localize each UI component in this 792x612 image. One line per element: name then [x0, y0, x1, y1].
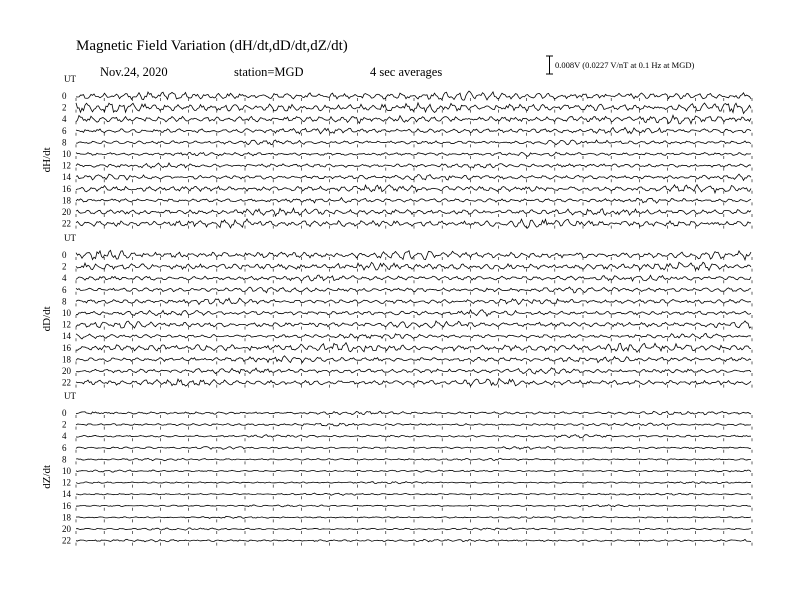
- trace-line: [76, 275, 751, 281]
- panel-axis-label: dZ/dt: [41, 464, 53, 489]
- hour-ticks: [76, 269, 752, 272]
- row-label: 16: [62, 342, 71, 353]
- scale-label: 0.008V (0.0227 V/nT at 0.1 Hz at MGD): [555, 60, 695, 70]
- panel-axis-label: dD/dt: [41, 306, 53, 332]
- hour-ticks: [76, 385, 752, 388]
- hour-ticks: [76, 303, 752, 306]
- hour-ticks: [76, 179, 752, 182]
- hour-ticks: [76, 415, 752, 418]
- row-label: 22: [62, 535, 71, 546]
- hour-ticks: [76, 133, 752, 136]
- row-label: 12: [62, 160, 71, 171]
- trace-line: [76, 356, 751, 363]
- hour-ticks: [76, 327, 752, 330]
- hour-ticks: [76, 496, 752, 499]
- trace-line: [76, 458, 751, 460]
- row-label: 8: [62, 454, 67, 465]
- chart-title: Magnetic Field Variation (dH/dt,dD/dt,dZ/dt): [76, 38, 348, 54]
- hour-ticks: [76, 531, 752, 534]
- trace-line: [76, 250, 751, 260]
- trace-line: [76, 298, 751, 304]
- trace-line: [76, 423, 751, 426]
- trace-line: [76, 140, 751, 145]
- row-label: 14: [62, 331, 71, 342]
- row-label: 8: [62, 137, 67, 148]
- row-label: 6: [62, 125, 67, 136]
- hour-ticks: [76, 121, 752, 124]
- hour-ticks: [76, 202, 752, 205]
- hour-ticks: [76, 543, 752, 546]
- row-label: 20: [62, 366, 71, 376]
- row-label: 4: [62, 273, 67, 284]
- trace-line: [76, 411, 751, 414]
- trace-line: [76, 185, 751, 193]
- trace-line: [76, 516, 751, 518]
- row-label: 12: [62, 477, 71, 488]
- trace-line: [76, 493, 751, 495]
- row-label: 0: [62, 250, 67, 260]
- row-label: 6: [62, 284, 67, 295]
- row-label: 14: [62, 489, 71, 500]
- row-label: 14: [62, 172, 71, 183]
- hour-ticks: [76, 144, 752, 147]
- hour-ticks: [76, 473, 752, 476]
- trace-line: [76, 378, 751, 386]
- hour-ticks: [76, 508, 752, 511]
- ut-label: UT: [64, 233, 76, 243]
- trace-line: [76, 152, 751, 156]
- row-label: 0: [62, 408, 67, 418]
- panel-0: [41, 74, 752, 229]
- trace-line: [76, 219, 751, 228]
- station-label: station=MGD: [234, 65, 304, 79]
- row-label: 2: [62, 102, 67, 113]
- trace-line: [76, 343, 751, 353]
- trace-line: [76, 539, 751, 541]
- trace-line: [76, 163, 751, 168]
- trace-line: [76, 208, 751, 216]
- trace-line: [76, 310, 751, 316]
- trace-line: [76, 482, 751, 484]
- row-label: 2: [62, 419, 67, 430]
- trace-line: [76, 505, 751, 507]
- trace-line: [76, 528, 751, 530]
- hour-ticks: [76, 338, 752, 341]
- hour-ticks: [76, 461, 752, 464]
- hour-ticks: [76, 168, 752, 171]
- hour-ticks: [76, 361, 752, 364]
- hour-ticks: [76, 315, 752, 318]
- trace-line: [76, 287, 751, 293]
- row-label: 18: [62, 195, 71, 206]
- hour-ticks: [76, 214, 752, 217]
- averaging-label: 4 sec averages: [370, 65, 443, 79]
- panel-axis-label: dH/dt: [41, 147, 53, 173]
- hour-ticks: [76, 280, 752, 283]
- trace-line: [76, 368, 751, 374]
- hour-ticks: [76, 257, 752, 260]
- panel-2: [41, 391, 752, 546]
- hour-ticks: [76, 373, 752, 376]
- trace-line: [76, 262, 751, 270]
- row-label: 22: [62, 218, 71, 229]
- row-label: 4: [62, 114, 67, 125]
- row-label: 12: [62, 319, 71, 330]
- ut-label: UT: [64, 74, 76, 84]
- trace-line: [76, 128, 751, 134]
- hour-ticks: [76, 485, 752, 488]
- row-label: 8: [62, 296, 67, 307]
- row-label: 10: [62, 149, 71, 159]
- trace-line: [76, 198, 751, 204]
- trace-line: [76, 321, 751, 328]
- trace-line: [76, 103, 751, 114]
- row-label: 18: [62, 512, 71, 523]
- hour-ticks: [76, 438, 752, 441]
- row-label: 6: [62, 442, 67, 453]
- panel-1: [41, 233, 752, 388]
- hour-ticks: [76, 191, 752, 194]
- trace-line: [76, 115, 751, 123]
- row-label: 10: [62, 466, 71, 476]
- date-label: Nov.24, 2020: [100, 65, 168, 79]
- hour-ticks: [76, 427, 752, 430]
- hour-ticks: [76, 350, 752, 353]
- row-label: 20: [62, 524, 71, 534]
- row-label: 0: [62, 91, 67, 101]
- row-label: 10: [62, 308, 71, 318]
- row-label: 16: [62, 183, 71, 194]
- row-label: 4: [62, 431, 67, 442]
- hour-ticks: [76, 450, 752, 453]
- trace-line: [76, 470, 751, 472]
- trace-line: [76, 174, 751, 180]
- row-label: 2: [62, 261, 67, 272]
- trace-line: [76, 91, 751, 100]
- row-label: 20: [62, 207, 71, 217]
- ut-label: UT: [64, 391, 76, 401]
- row-label: 22: [62, 377, 71, 388]
- hour-ticks: [76, 519, 752, 522]
- hour-ticks: [76, 292, 752, 295]
- row-label: 18: [62, 354, 71, 365]
- trace-line: [76, 333, 751, 338]
- hour-ticks: [76, 226, 752, 229]
- hour-ticks: [76, 156, 752, 159]
- trace-line: [76, 435, 751, 438]
- trace-line: [76, 447, 751, 450]
- row-label: 16: [62, 500, 71, 511]
